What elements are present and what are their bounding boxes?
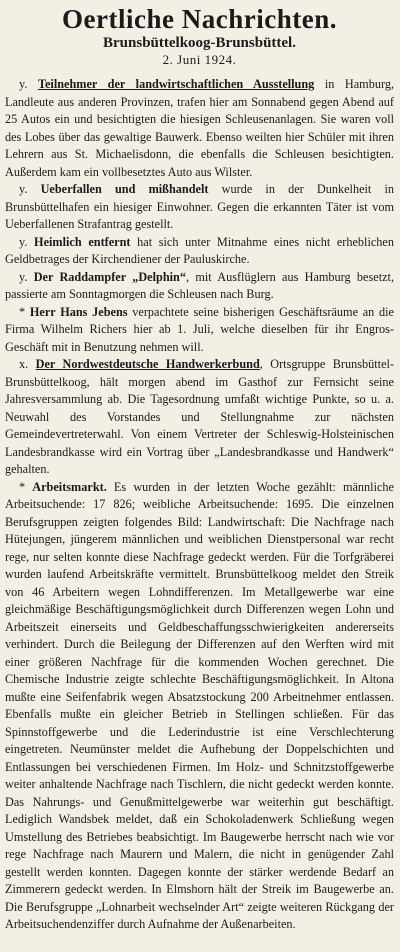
masthead <box>5 4 394 68</box>
article-lead: Heimlich entfernt <box>34 234 131 249</box>
section-title: Oertliche Nachrichten. <box>62 4 337 34</box>
article-kirchendiener <box>5 234 394 269</box>
article-marker: * <box>19 479 26 494</box>
issue-date: 2. Juni 1924. <box>162 52 237 67</box>
article-marker: y. <box>19 234 28 249</box>
article-marker: y. <box>19 77 28 91</box>
article-text: hat sich unter Mitnahme eines nicht erheblichen Geldbetrages der Kirchendiener der Pauluskirche. <box>5 234 394 266</box>
article-marker: x. <box>19 357 29 371</box>
article-column <box>5 76 394 934</box>
article-ueberfall <box>5 181 394 234</box>
article-jebens <box>5 304 394 357</box>
article-ausstellung <box>5 76 394 181</box>
article-handwerkerbund <box>5 356 394 479</box>
article-text: wurde in der Dunkelheit in Brunsbüttelhafen ein hiesiger Einwohner. Gegen die erkannten Täter ist vom Ueberfallenen Strafantrag gestellt. <box>5 182 395 231</box>
article-arbeitsmarkt <box>5 479 394 934</box>
article-lead: Der Raddampfer „Delphin“ <box>33 269 186 284</box>
article-text: in Hamburg, Landleute aus anderen Provinzen, trafen hier am Sonnabend gegen Abend auf 25 Autos ein und besichtigten die hiesigen Schleusenanlagen. Sie waren voll des Lobes über das gewaltige Bauwerk. Ebenso weilten hier Schüler mit ihren Lehrern aus St. Michaelisdonn, die ebenfalls die Schleusen besichtigten. Außerdem kam ein vollbesetztes Auto aus Wilster. <box>5 77 395 179</box>
article-raddampfer <box>5 269 394 304</box>
article-lead: Ueberfallen und mißhandelt <box>40 182 209 196</box>
article-text: Es wurden in der letzten Woche gezählt: männliche Arbeitsuchende: 17 826; weibliche Arbeitsuchende: 1695. Die einzelnen Berufsgruppen zeigten folgendes Bild: Landwirtschaft: Die Nachfrage nach Hütejungen, jüngerem männlichen und weiblichen Dienstpersonal war recht rege, nur selten konnte diese Nachfrage gedeckt werden. Für die Torfgräberei wurden laufend Arbeitskräfte vermittelt. Brunsbüttelkoog meldet den Streik von 46 Arbeitern wegen Lohndifferenzen. Im Metallgewerbe war eine gleichmäßige Beschäftigungsmöglichkeit durch Differenzen wegen Lohn und Arbeitszeit einerseits und Geldbeschaffungsschwierigkeiten andererseits verhindert. Durch die Beilegung der Differenzen auf den Werften wird mit einer größeren Nachfrage für die kommenden Wochen gerechnet. Die Chemische Industrie zeigte schlechte Beschäftigungsmöglichkeit. In Altona mußte eine Seifenfabrik wegen Absatzstockung 200 Arbeitnehmer entlassen. Ebenfalls mußte ein gleicher Betrieb in Stellingen schließen. Für das Spinnstoffgewerbe und die Lederindustrie ist eine Verschlechterung eingetreten. Neumünster meldet die Aufhebung der Doppelschichten und Entlassungen bei verschiedenen Firmen. Im Holz- und Schnitzstoffgewerbe weiter anhaltende Nachfrage nach Tischlern, die nicht gedeckt werden konnte. Das Nahrungs- und Genußmittelgewerbe war weiterhin gut beschäftigt. Lediglich Wandsbek meldet, daß ein Schokoladenwerk Schließung wegen Umstellung des Betriebes beabsichtigt. Im Baugewerbe herrscht nach wie vor rege Nachfrage nach Maurern und Malern, die nicht in genügender Zahl gestellt werden konnten. Dagegen konnte der stärker werdende Bedarf an Zimmerern gedeckt werden. In Elmshorn hält der Streik im Baugewerbe an. Die Berufsgruppe „Lohnarbeit wechselnder Art“ zeigte weiteren Rückgang der Arbeitsuchendenziffer durch Aufnahme der Außenarbeiten. <box>5 479 394 931</box>
article-text: verpachtete seine bisherigen Geschäftsräume an die Firma Wilhelm Richers hier ab 1. Juli, welche dieselben für ihr Engros-Geschäft mit in Benutzung nehmen will. <box>5 304 394 354</box>
section-subtitle: Brunsbüttelkoog-Brunsbüttel. <box>103 35 296 51</box>
article-lead: Der Nordwestdeutsche Handwerkerbund <box>35 357 260 371</box>
article-lead: Arbeitsmarkt. <box>32 479 107 494</box>
article-text: , mit Ausflüglern aus Hamburg besetzt, passierte am Sonntagmorgen die Schleusen nach Burg. <box>5 269 395 301</box>
article-marker: * <box>19 304 26 319</box>
article-marker: y. <box>19 182 28 196</box>
article-lead: Teilnehmer der landwirtschaftlichen Ausstellung <box>37 77 315 91</box>
article-marker: y. <box>19 269 28 284</box>
article-text: , Ortsgruppe Brunsbüttel-Brunsbüttelkoog, hält morgen abend im Gasthof zur Fernsicht seine Jahresversammlung ab. Die Tagesordnung umfaßt wichtige Punkte, so u. a. Neuwahl des Vorstandes und Stellungnahme zur nächsten Gemeindevertreterwahl. Von einem Vertreter der Schleswig-Holsteinischen Landesbrandkasse wird ein Vortrag über „Landesbrandkasse und Handwerk“ gehalten. <box>5 357 395 476</box>
article-lead: Herr Hans Jebens <box>29 304 128 319</box>
